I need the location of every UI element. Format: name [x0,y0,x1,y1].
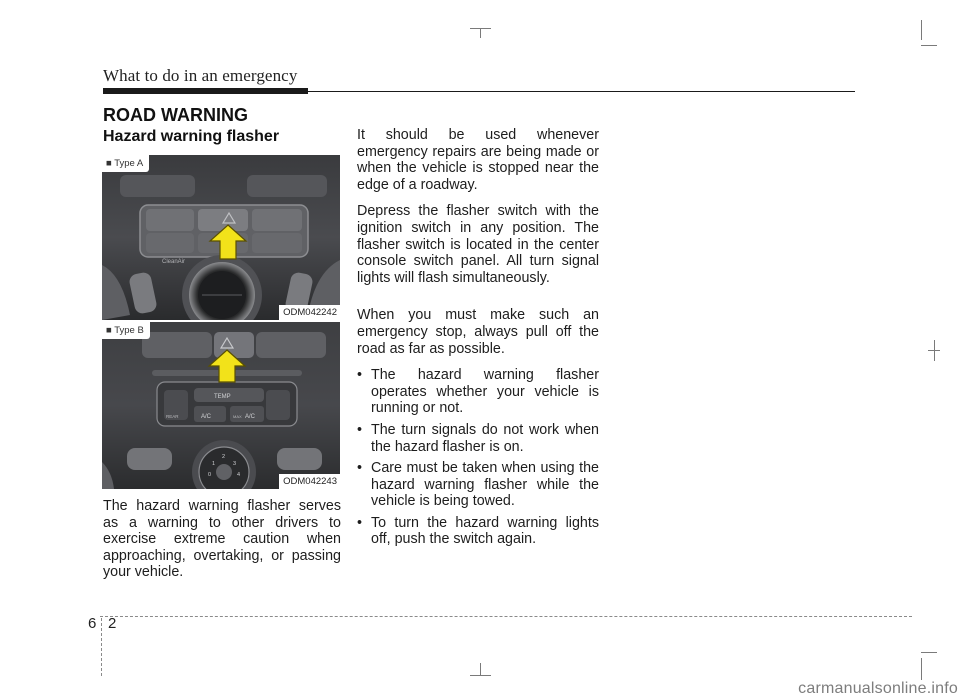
chapter-number: 6 [88,615,97,632]
hazard-description: The hazard warning flasher serves as a warning to other drivers to exercise extreme caution when approaching, overtaking, or passing your vehicle. [103,498,341,581]
list-item: • Care must be taken when using the hazard warning flasher while the vehicle is being towed. [357,460,599,510]
footer-rule [100,616,912,617]
right-column [357,127,599,553]
ac-label: A/C [201,414,212,420]
type-b-label: ■ Type B [102,322,150,339]
dial-1: 1 [212,461,216,467]
footer-vertical-rule [101,618,102,676]
figure-type-b [102,322,340,489]
subsection-title: Hazard warning flasher [103,128,280,145]
type-a-label: ■ Type A [102,155,149,172]
chapter-title: What to do in an emergency [103,66,298,85]
bullet-list [357,367,599,548]
console-photo-type-a [102,155,340,320]
header-rule [308,91,855,92]
crop-mark-top-right-v [921,20,922,40]
console-photo-type-b [102,322,340,489]
dial-3: 3 [233,461,237,467]
figure-type-a [102,155,340,320]
page-number: 2 [108,615,117,632]
crop-mark-top-center-v [480,28,481,38]
operation-paragraph: Depress the flasher switch with the ignition switch in any position. The flasher switch is located in the center console switch panel. All turn signal lights will flash simultaneously. [357,203,599,286]
crop-mark-bottom-right-h [921,652,937,653]
list-item: • The hazard warning flasher operates whether your vehicle is running or not. [357,367,599,417]
crop-mark-top-right-h [921,45,937,46]
usage-paragraph: It should be used whenever emergency repairs are being made or when the vehicle is stopped near the edge of a roadway. [357,127,599,193]
rear-label: REAR [166,414,179,419]
crop-mark-bottom-center-h [470,675,491,676]
ac-max-label: A/C [245,414,256,420]
list-item: • To turn the hazard warning lights off, push the switch again. [357,515,599,548]
crop-mark-bottom-center-v [480,663,481,675]
emergency-stop-paragraph: When you must make such an emergency stop, always pull off the road as far as possible. [357,307,599,357]
temp-label: TEMP [214,394,231,400]
crop-mark-bottom-right-v [921,658,922,680]
header-bar [103,88,308,94]
list-item: • The turn signals do not work when the hazard flasher is on. [357,422,599,455]
clean-air-label: CleanAir [162,259,186,265]
section-title: ROAD WARNING [103,105,248,125]
dial-0: 0 [208,472,212,478]
crop-mark-mid-right-v [934,340,935,361]
figure-code-a: ODM042242 [279,305,340,320]
watermark: carmanualsonline.info [798,680,958,697]
dial-2: 2 [222,454,226,460]
dial-4: 4 [237,472,241,478]
figure-code-b: ODM042243 [279,474,340,489]
max-label: MAX [233,414,242,419]
